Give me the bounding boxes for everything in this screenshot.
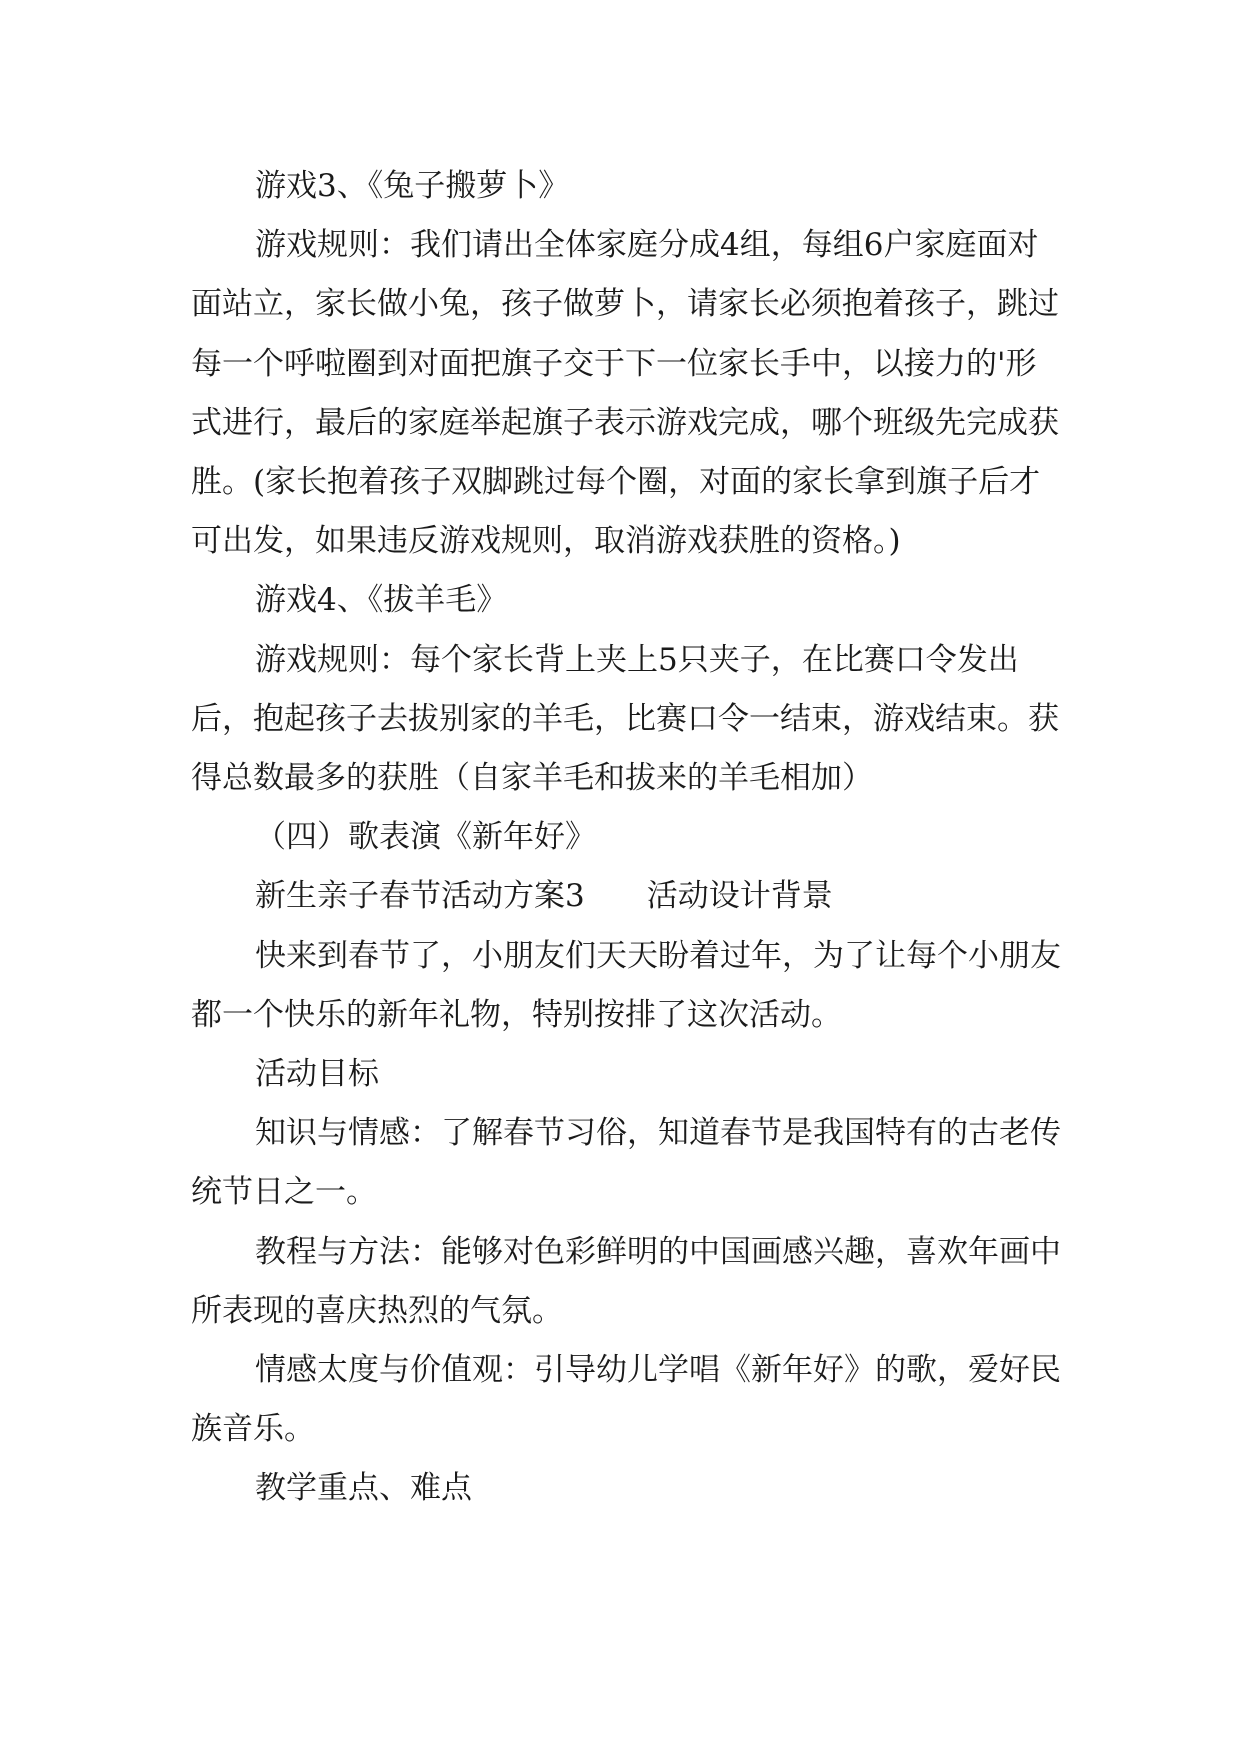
paragraph-game3-title: 游戏3、《兔子搬萝卜》 — [255, 168, 570, 204]
paragraph-goal-attitude: 情感太度与价值观：引导幼儿学唱《新年好》的歌，爱好民族音乐。 — [191, 1352, 1061, 1448]
paragraph-game3-rules: 游戏规则：我们请出全体家庭分成4组，每组6户家庭面对面站立，家长做小兔，孩子做萝卜，请家长必须抱着孩子，跳过每一个呼啦圈到对面把旗子交于下一位家长手中，以接力的'形式进行，最后的家庭举起旗子表示游戏完成，哪个班级先完成获胜。(家长抱着孩子双脚跳过每个圈，对面的家长拿到旗子后才可出发，如果违反游戏规则，取消游戏获胜的资格。) — [191, 227, 1059, 560]
paragraph-song-performance: （四）歌表演《新年好》 — [255, 819, 596, 856]
paragraph-background: 快来到春节了，小朋友们天天盼着过年，为了让每个小朋友都一个快乐的新年礼物，特别按排了这次活动。 — [191, 937, 1061, 1033]
paragraph-goals-heading: 活动目标 — [255, 1056, 379, 1093]
paragraph-plan3-heading: 新生亲子春节活动方案3 活动设计背景 — [255, 878, 833, 915]
paragraph-goal-method: 教程与方法：能够对色彩鲜明的中国画感兴趣，喜欢年画中所表现的喜庆热烈的气氛。 — [191, 1233, 1061, 1329]
paragraph-key-points-heading: 教学重点、难点 — [255, 1470, 472, 1507]
document-body — [191, 157, 1063, 1519]
paragraph-game4-title: 游戏4、《拔羊毛》 — [255, 582, 508, 619]
paragraph-goal-knowledge: 知识与情感：了解春节习俗，知道春节是我国特有的古老传统节日之一。 — [191, 1115, 1061, 1211]
paragraph-game4-rules: 游戏规则：每个家长背上夹上5只夹子，在比赛口令发出后，抱起孩子去拔别家的羊毛，比赛口令一结束，游戏结束。获得总数最多的获胜（自家羊毛和拔来的羊毛相加） — [191, 641, 1059, 797]
